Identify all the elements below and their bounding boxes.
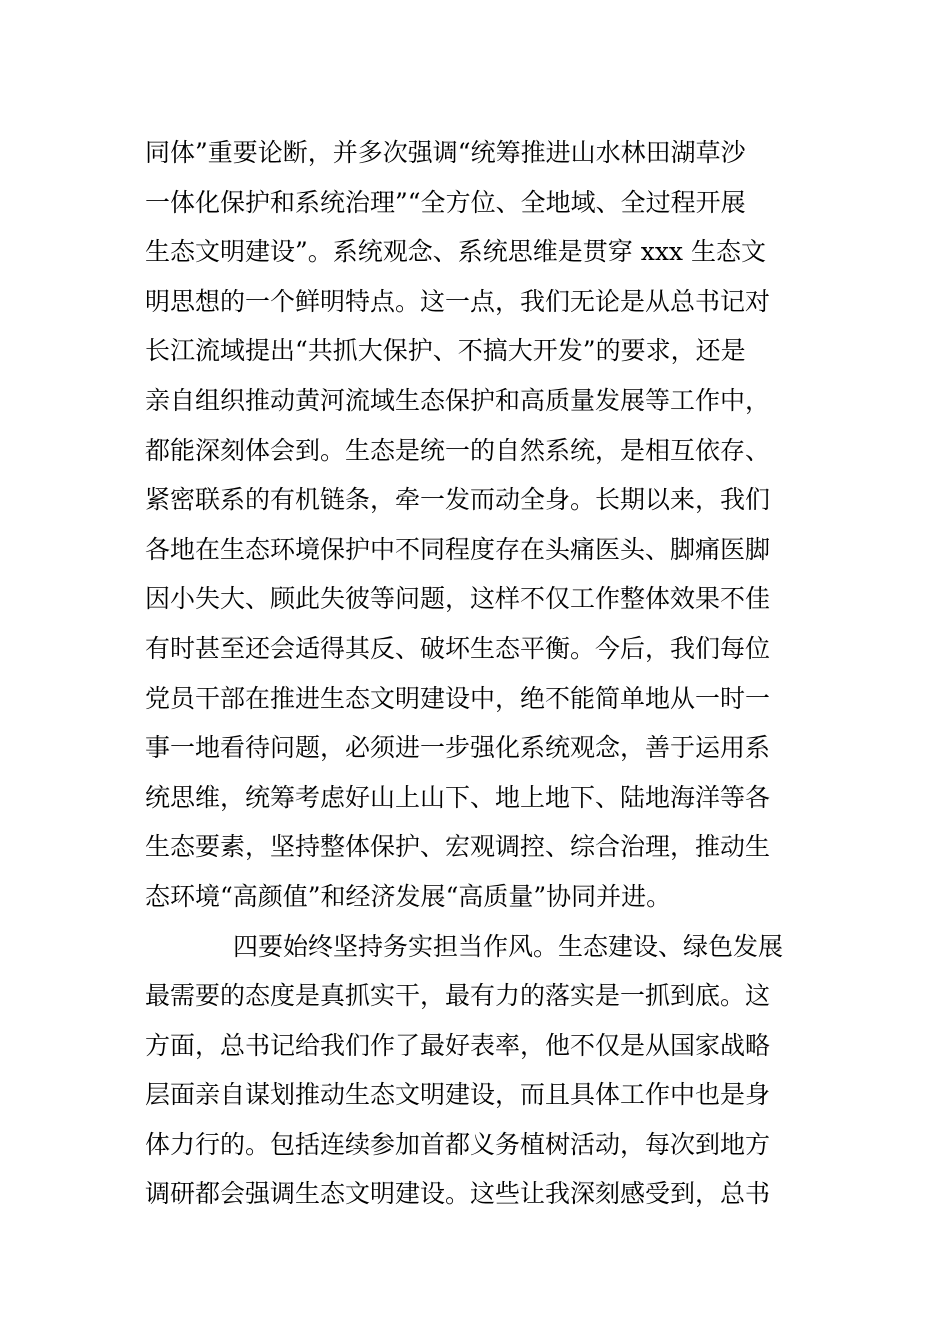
body-text	[145, 128, 815, 1219]
paragraph-first-line: 四要始终坚持务实担当作风。生态建设、绿色发展	[233, 931, 784, 961]
text-line: 方面，总书记给我们作了最好表率，他不仅是从国家战略	[145, 1030, 771, 1060]
text-line: 态环境“高颜值”和经济发展“高质量”协同并进。	[145, 881, 672, 911]
text-line: 体力行的。包括连续参加首都义务植树活动，每次到地方	[145, 1129, 771, 1159]
text-line: 调研都会强调生态文明建设。这些让我深刻感受到，总书	[145, 1179, 771, 1209]
text-line: 层面亲自谋划推动生态文明建设，而且具体工作中也是身	[145, 1080, 771, 1110]
text-line: 党员干部在推进生态文明建设中，绝不能简单地从一时一	[145, 683, 771, 713]
text-line: 明思想的一个鲜明特点。这一点，我们无论是从总书记对	[145, 286, 771, 316]
text-line: 有时甚至还会适得其反、破坏生态平衡。今后，我们每位	[145, 633, 771, 663]
text-line: 各地在生态环境保护中不同程度存在头痛医头、脚痛医脚	[145, 534, 771, 564]
text-line: 一体化保护和系统治理”“全方位、全地域、全过程开展	[145, 187, 746, 217]
text-line: 紧密联系的有机链条，牵一发而动全身。长期以来，我们	[145, 485, 771, 515]
text-line: 生态文明建设”。系统观念、系统思维是贯穿 xxx 生态文	[145, 237, 766, 267]
text-line: 同体”重要论断，并多次强调“统筹推进山水林田湖草沙	[145, 138, 746, 167]
text-line: 最需要的态度是真抓实干，最有力的落实是一抓到底。这	[145, 981, 771, 1011]
text-line: 因小失大、顾此失彼等问题，这样不仅工作整体效果不佳	[145, 584, 771, 614]
text-line: 生态要素，坚持整体保护、宏观调控、综合治理，推动生	[145, 832, 771, 862]
text-line: 事一地看待问题，必须进一步强化系统观念，善于运用系	[145, 733, 771, 763]
text-line: 都能深刻体会到。生态是统一的自然系统，是相互依存、	[145, 435, 771, 465]
text-line: 统思维，统筹考虑好山上山下、地上地下、陆地海洋等各	[145, 782, 771, 812]
text-line: 长江流域提出“共抓大保护、不搞大开发”的要求，还是	[145, 336, 746, 366]
text-line: 亲自组织推动黄河流域生态保护和高质量发展等工作中，	[145, 385, 771, 415]
